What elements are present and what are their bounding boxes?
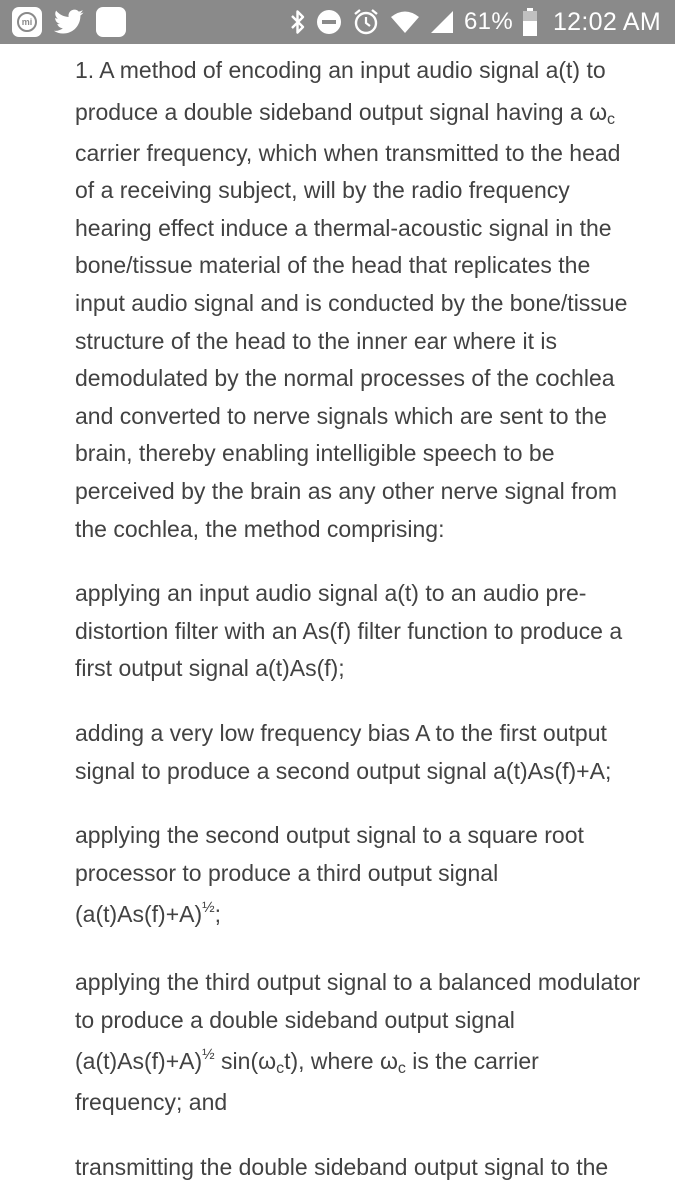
text-line: input audio signal and is conducted by the bone/tissue — [75, 289, 628, 316]
text-line: hearing effect induce a thermal-acoustic signal in the — [75, 214, 612, 241]
text-fragment: (a(t)As(f)+A) — [75, 901, 203, 928]
notification-icons — [0, 7, 126, 37]
paragraph-gap — [75, 790, 675, 817]
paragraph-gap — [75, 937, 675, 964]
claim-paragraph-2 — [75, 575, 675, 688]
text-line: the cochlea, the method comprising: — [75, 515, 445, 542]
wifi-icon — [390, 10, 420, 34]
superscript: ½ — [202, 1046, 215, 1064]
text-fragment: is the carrier — [405, 1048, 539, 1075]
text-line: adding a very low frequency bias A to the first output — [75, 719, 607, 746]
claim-paragraph-4 — [75, 817, 675, 937]
claim-paragraph-1 — [75, 52, 675, 548]
text-line: processor to produce a third output signal — [75, 859, 499, 886]
text-line — [75, 892, 675, 937]
text-line: bone/tissue material of the head that replicates the — [75, 252, 591, 279]
text-line: applying the second output signal to a square root — [75, 822, 584, 849]
text-line: brain, thereby enabling intelligible speech to be — [75, 440, 555, 467]
text-line: transmitting the double sideband output signal to the — [75, 1154, 609, 1181]
text-line: distortion filter with an As(f) filter function to produce a — [75, 617, 623, 644]
status-bar — [0, 0, 675, 44]
text-line: carrier frequency, which when transmitted to the head — [75, 139, 621, 166]
text-line: first output signal a(t)As(f); — [75, 655, 345, 682]
do-not-disturb-icon — [316, 9, 342, 35]
text-line: of a receiving subject, will by the radio frequency — [75, 177, 570, 204]
subscript: c — [276, 1060, 285, 1078]
claim-paragraph-5 — [75, 964, 675, 1122]
superscript: ½ — [202, 899, 215, 917]
text-line: applying an input audio signal a(t) to an audio pre- — [75, 580, 587, 607]
signal-icon — [430, 10, 454, 34]
text-line: frequency; and — [75, 1089, 228, 1116]
claim-paragraph-3 — [75, 715, 675, 790]
alarm-icon — [352, 8, 380, 36]
text-line: to produce a double sideband output signal — [75, 1006, 515, 1033]
text-line: perceived by the brain as any other nerve signal from — [75, 477, 618, 504]
clock: 12:02 AM — [552, 7, 661, 36]
text-line: signal to produce a second output signal a(t)As(f)+A; — [75, 757, 612, 784]
text-line: 1. A method of encoding an input audio signal a(t) to — [75, 57, 606, 83]
subscript: c — [397, 1060, 406, 1078]
battery-percentage: 61% — [464, 8, 513, 35]
text-line — [75, 90, 675, 135]
text-line — [75, 1039, 675, 1084]
paragraph-gap — [75, 688, 675, 715]
text-fragment: (a(t)As(f)+A) — [75, 1048, 203, 1075]
paragraph-gap — [75, 1122, 675, 1149]
text-fragment: sin(ω — [214, 1048, 277, 1075]
text-fragment: t), where ω — [284, 1048, 398, 1075]
text-fragment: ; — [214, 901, 222, 928]
text-line: and converted to nerve signals which are sent to the — [75, 402, 607, 429]
twitter-icon — [54, 9, 84, 35]
text-line: structure of the head to the inner ear where it is — [75, 327, 557, 354]
text-line: applying the third output signal to a balanced modulator — [75, 969, 641, 996]
bluetooth-icon — [290, 9, 306, 35]
app-square-icon — [96, 7, 126, 37]
paragraph-gap — [75, 548, 675, 575]
battery-icon — [523, 8, 537, 36]
subscript: c — [607, 110, 616, 128]
mi-app-icon: mi — [12, 7, 42, 37]
claim-paragraph-6 — [75, 1149, 675, 1187]
claim-text — [75, 52, 675, 1187]
text-fragment: produce a double sideband output signal having a ω — [75, 98, 608, 125]
text-line: demodulated by the normal processes of the cochlea — [75, 365, 615, 392]
system-icons — [290, 8, 675, 36]
